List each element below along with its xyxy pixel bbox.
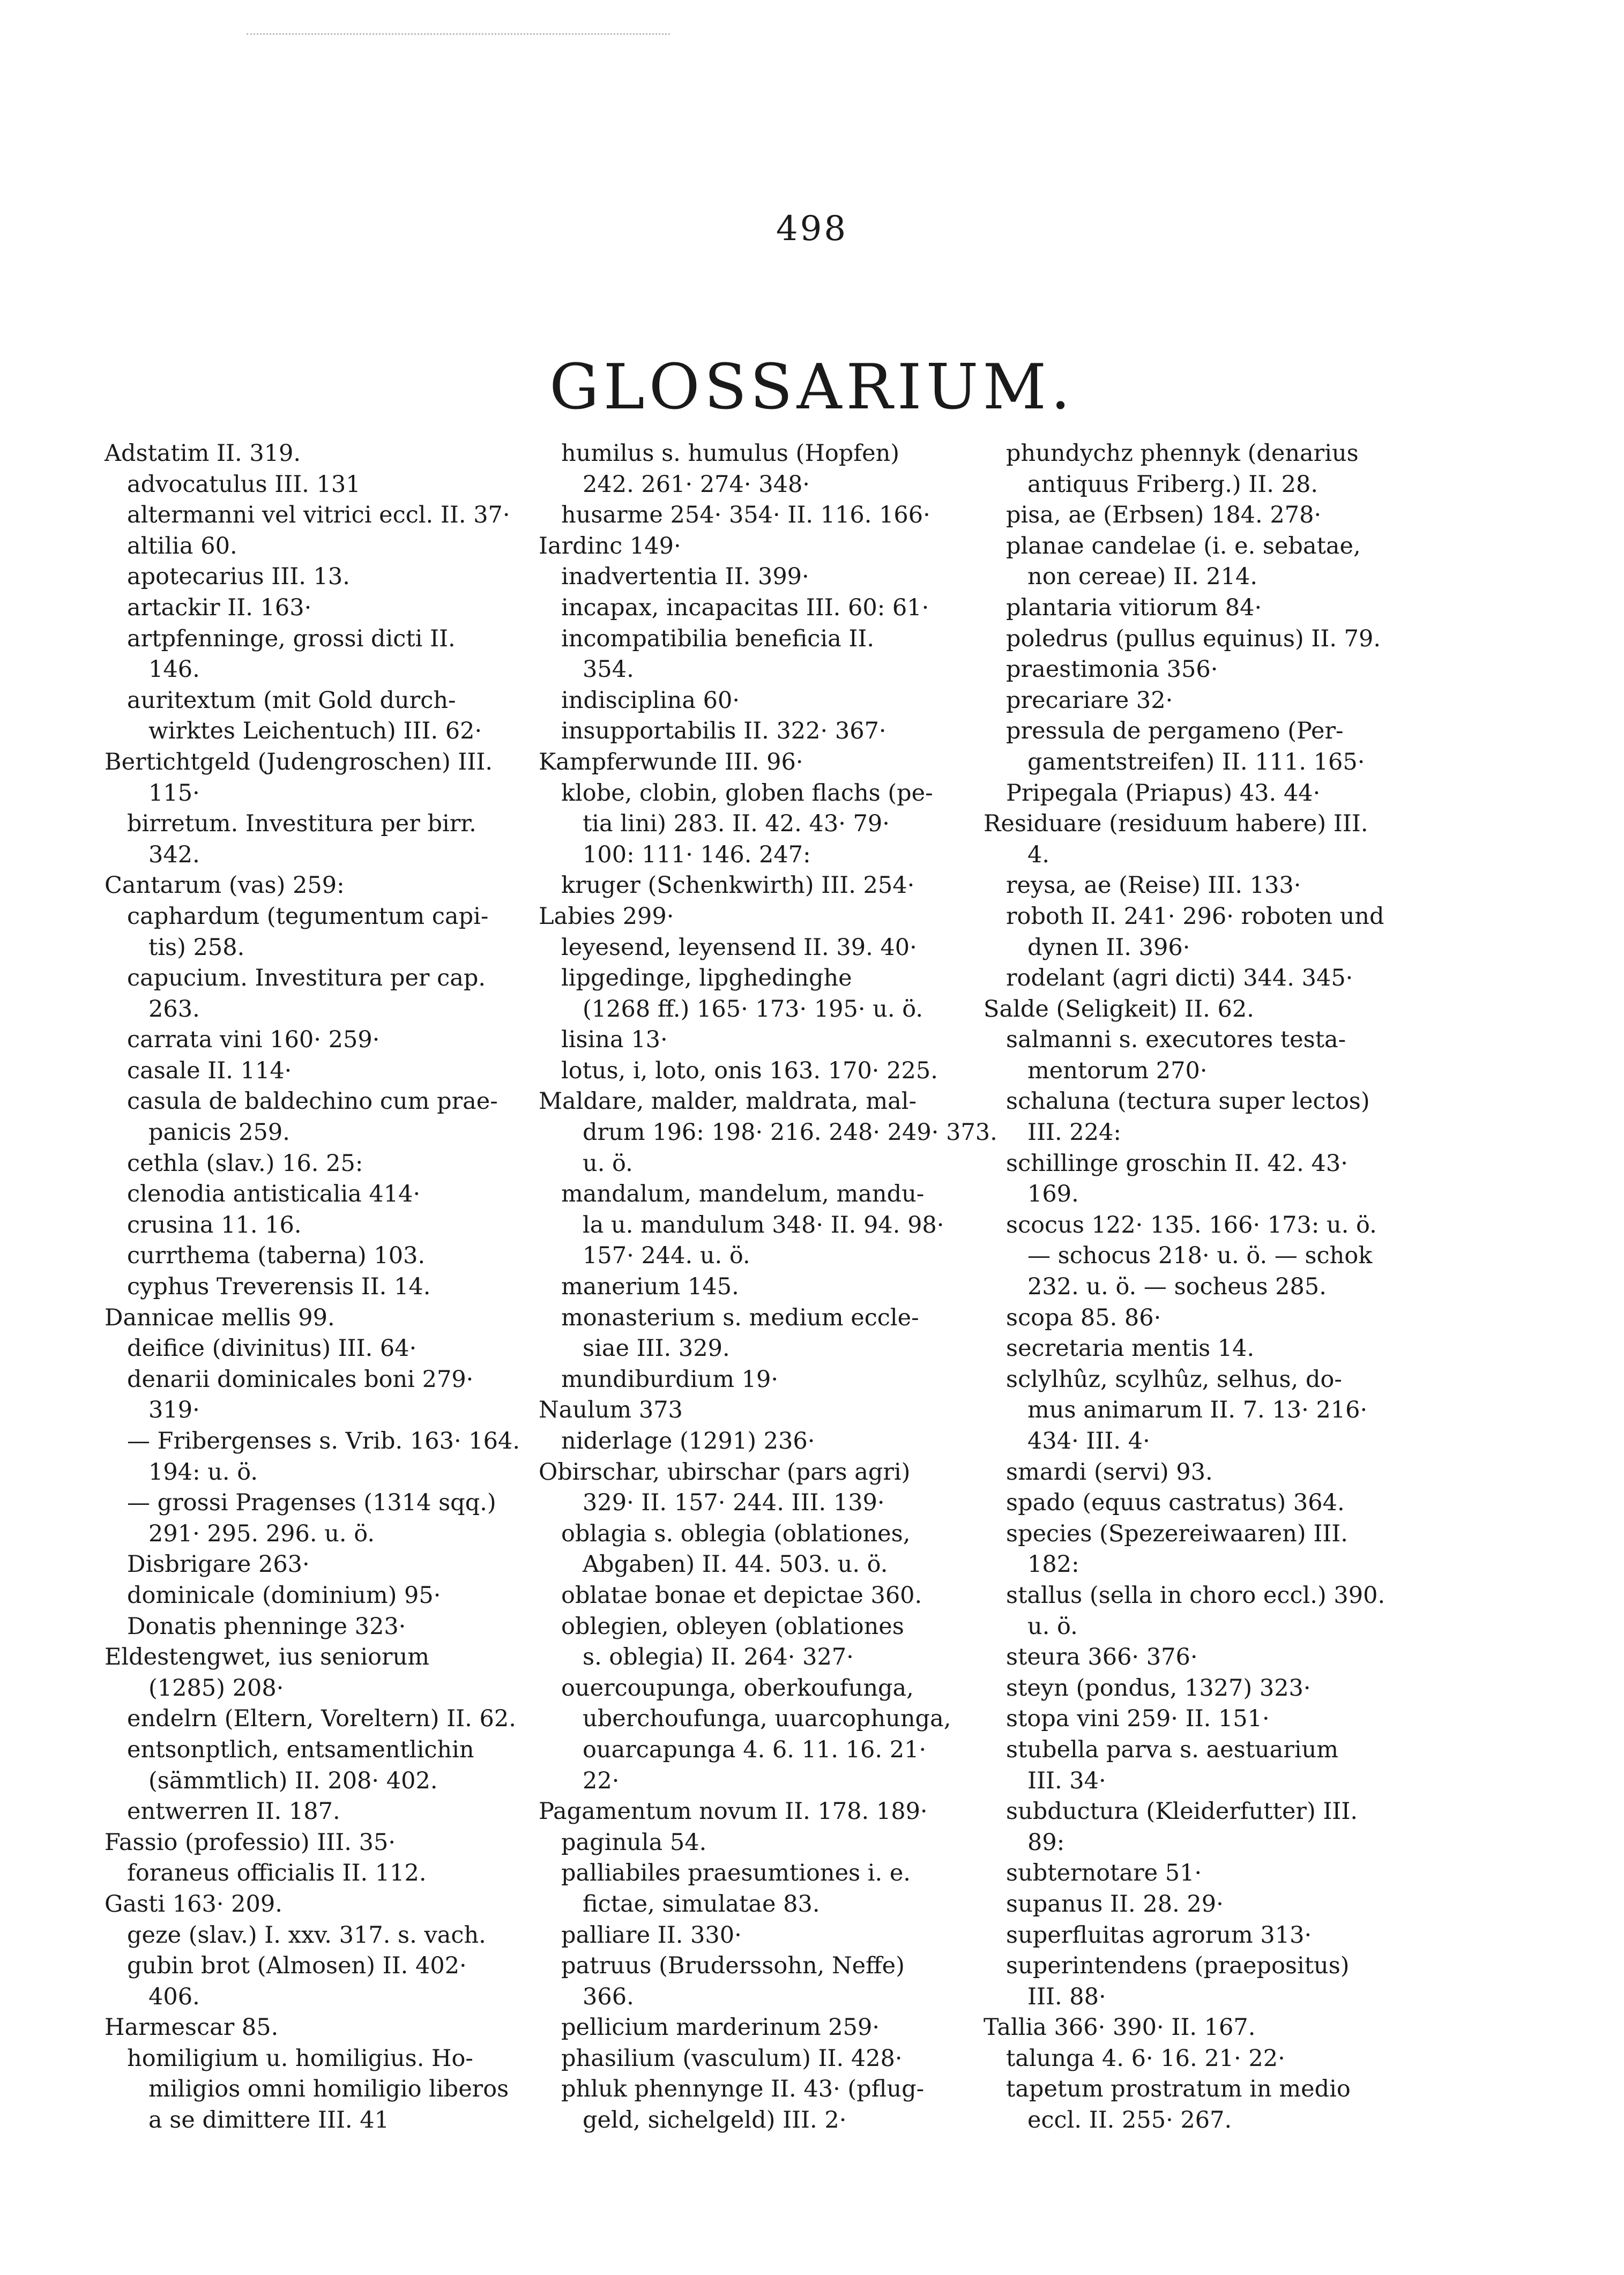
glossary-entry: roboth II. 241· 296· roboten und <box>1006 902 1384 930</box>
glossary-entry: praestimonia 356· <box>1006 656 1218 683</box>
glossary-entry: manerium 145. <box>561 1273 739 1301</box>
glossary-entry: endelrn (Eltern, Voreltern) II. 62. <box>127 1705 516 1733</box>
glossary-entry: smardi (servi) 93. <box>1006 1458 1213 1486</box>
glossary-entry: lipgedinge, lipghedinghe <box>561 965 852 992</box>
glossary-entry-continuation: tis) 258. <box>148 934 245 961</box>
glossary-entry: subternotare 51· <box>1006 1860 1202 1887</box>
glossary-entry-continuation: (sämmtlich) II. 208· 402. <box>148 1767 438 1794</box>
glossary-entry: entsonptlich, entsamentlichin <box>127 1736 474 1763</box>
glossary-entry: incapax, incapacitas III. 60: 61· <box>561 594 929 621</box>
glossary-entry-continuation: panicis 259. <box>148 1119 290 1146</box>
glossary-entry-continuation: 242. 261· 274· 348· <box>583 471 810 498</box>
glossary-entry-continuation: geld, sichelgeld) III. 2· <box>583 2107 847 2134</box>
glossary-entry: schaluna (tectura super lectos) <box>1006 1088 1370 1115</box>
glossary-entry: supanus II. 28. 29· <box>1006 1890 1224 1918</box>
glossary-entry: humilus s. humulus (Hopfen) <box>561 440 900 467</box>
glossary-entry: insupportabilis II. 322· 367· <box>561 718 887 745</box>
glossary-entry: deifice (divinitus) III. 64· <box>127 1335 417 1362</box>
glossary-entry: Pagamentum novum II. 178. 189· <box>539 1798 928 1825</box>
glossary-entry: indisciplina 60· <box>561 687 740 714</box>
glossary-entry-continuation: — schocus 218· u. ö. — schok <box>1027 1242 1373 1270</box>
glossary-entry: altilia 60. <box>127 532 237 560</box>
glossary-entry-continuation: 157· 244. u. ö. <box>583 1242 750 1270</box>
glossary-entry: altermanni vel vitrici eccl. II. 37· <box>127 502 510 529</box>
glossary-entry-continuation: 263. <box>148 995 200 1023</box>
glossary-entry: currthema (taberna) 103. <box>127 1242 426 1270</box>
glossary-entry: artpfenninge, grossi dicti II. <box>127 625 456 652</box>
glossary-entry-continuation: siae III. 329. <box>583 1335 730 1362</box>
glossary-entry-continuation: 182: <box>1027 1551 1079 1578</box>
glossary-entry-continuation: ouarcapunga 4. 6. 11. 16. 21· <box>583 1736 927 1763</box>
glossary-entry: monasterium s. medium eccle- <box>561 1304 919 1331</box>
glossary-entry-continuation: 366. <box>583 1983 634 2010</box>
glossary-entry: Harmescar 85. <box>105 2014 279 2041</box>
glossary-entry: palliabiles praesumtiones i. e. <box>561 1860 911 1887</box>
glossary-entry-continuation: III. 88· <box>1027 1983 1106 2010</box>
glossary-entry: oblagia s. oblegia (oblationes, <box>561 1520 911 1547</box>
glossary-entry-continuation: (1285) 208· <box>148 1674 284 1702</box>
glossary-entry: inadvertentia II. 399· <box>561 563 809 591</box>
glossary-entry-continuation: 354. <box>583 656 634 683</box>
glossary-entry-continuation: 291· 295. 296. u. ö. <box>148 1520 375 1547</box>
glossary-entry: tapetum prostratum in medio <box>1006 2076 1351 2103</box>
glossary-entry: reysa, ae (Reise) III. 133· <box>1006 872 1301 899</box>
glossary-entry-continuation: uberchoufunga, uuarcophunga, <box>583 1705 951 1733</box>
glossary-entry: Eldestengwet, ius seniorum <box>105 1644 430 1671</box>
glossary-entry: mandalum, mandelum, mandu- <box>561 1181 925 1208</box>
glossary-entry: niderlage (1291) 236· <box>561 1428 815 1454</box>
glossary-entry: Adstatim II. 319. <box>105 440 301 467</box>
glossary-column-2 <box>539 438 997 2136</box>
glossary-entry: scocus 122· 135. 166· 173: u. ö. <box>1006 1211 1377 1239</box>
glossary-entry-continuation: 169. <box>1027 1181 1079 1208</box>
glossary-entry: oblegien, obleyen (oblationes <box>561 1613 904 1640</box>
glossary-entry-continuation: miligios omni homiligio liberos <box>148 2076 509 2103</box>
glossary-entry: secretaria mentis 14. <box>1006 1335 1255 1362</box>
glossary-entry: Iardinc 149· <box>539 532 681 560</box>
glossary-entry-continuation: u. ö. <box>583 1150 633 1177</box>
glossary-entry: geze (slav.) I. xxv. 317. s. vach. <box>127 1921 486 1949</box>
glossary-entry-continuation: 89: <box>1027 1829 1065 1856</box>
glossary-entry-continuation: 100: 111· 146. 247: <box>583 841 811 868</box>
glossary-entry-continuation: dynen II. 396· <box>1027 934 1190 961</box>
glossary-entry: dominicale (dominium) 95· <box>127 1582 441 1609</box>
glossary-entry: phasilium (vasculum) II. 428· <box>561 2045 903 2072</box>
glossary-entry: scopa 85. 86· <box>1006 1304 1161 1331</box>
glossary-entry-continuation: 329· II. 157· 244. III. 139· <box>583 1489 885 1517</box>
glossary-entry: Dannicae mellis 99. <box>105 1304 335 1331</box>
glossary-entry: Obirschar, ubirschar (pars agri) <box>539 1458 911 1486</box>
glossary-entry: pressula de pergameno (Per- <box>1006 718 1344 745</box>
glossary-entry: stallus (sella in choro eccl.) 390. <box>1006 1582 1385 1609</box>
page-number: 498 <box>776 209 848 249</box>
glossary-entry: Labies 299· <box>539 902 674 930</box>
glossary-entry: Bertichtgeld (Judengroschen) III. <box>105 748 493 775</box>
glossary-entry-continuation: eccl. II. 255· 267. <box>1027 2107 1232 2134</box>
glossary-entry: oblatae bonae et depictae 360. <box>561 1582 922 1609</box>
glossary-entry: capucium. Investitura per cap. <box>127 965 486 992</box>
glossary-entry: Kampferwunde III. 96· <box>539 748 803 775</box>
glossary-entry: homiligium u. homiligius. Ho- <box>127 2045 473 2072</box>
glossary-entry-continuation: fictae, simulatae 83. <box>583 1890 820 1918</box>
glossary-entry: auritextum (mit Gold durch- <box>127 687 456 714</box>
glossary-entry: entwerren II. 187. <box>127 1798 340 1825</box>
glossary-entry: phundychz phennyk (denarius <box>1006 440 1359 467</box>
glossary-entry: klobe, clobin, globen flachs (pe- <box>561 779 933 807</box>
glossary-entry: gubin brot (Almosen) II. 402· <box>127 1952 467 1980</box>
glossary-entry-continuation: non cereae) II. 214. <box>1027 563 1258 591</box>
glossary-entry-continuation: 194: u. ö. <box>148 1458 258 1486</box>
glossary-entry: salmanni s. executores testa- <box>1006 1026 1346 1054</box>
glossary-entry: foraneus officialis II. 112. <box>127 1860 427 1887</box>
glossary-entry: steyn (pondus, 1327) 323· <box>1006 1674 1311 1702</box>
glossary-entry-continuation: 342. <box>148 841 200 868</box>
glossary-entry: advocatulus III. 131 <box>127 471 361 498</box>
glossary-entry-continuation: Abgaben) II. 44. 503. u. ö. <box>583 1551 888 1578</box>
glossary-entry-continuation: antiquus Friberg.) II. 28. <box>1027 471 1318 498</box>
glossary-entry: superintendens (praepositus) <box>1006 1952 1350 1980</box>
glossary-entry-continuation: 115· <box>148 779 200 807</box>
glossary-entry: apotecarius III. 13. <box>127 563 350 591</box>
glossary-entry-continuation: mentorum 270· <box>1027 1057 1208 1084</box>
glossary-entry: — Fribergenses s. Vrib. 163· 164. <box>127 1428 520 1454</box>
glossary-entry-continuation: s. oblegia) II. 264· 327· <box>583 1644 854 1671</box>
glossary-entry: mundiburdium 19· <box>561 1366 779 1393</box>
glossary-entry: Salde (Seligkeit) II. 62. <box>984 995 1254 1023</box>
glossary-entry-continuation: a se dimittere III. 41 <box>148 2107 389 2134</box>
glossary-entry: sclylhûz, scylhûz, selhus, do- <box>1006 1366 1342 1393</box>
glossary-entry: lotus, i, loto, onis 163. 170· 225. <box>561 1057 938 1084</box>
glossary-entry: lisina 13· <box>561 1026 668 1054</box>
glossary-entry: steura 366· 376· <box>1006 1644 1198 1671</box>
glossary-column-3 <box>984 438 1399 2136</box>
glossary-entry: superfluitas agrorum 313· <box>1006 1921 1312 1949</box>
glossary-entry: incompatibilia beneficia II. <box>561 625 875 652</box>
glossary-entry: palliare II. 330· <box>561 1921 742 1949</box>
glossary-entry: talunga 4. 6· 16. 21· 22· <box>1006 2045 1285 2072</box>
glossary-entry: planae candelae (i. e. sebatae, <box>1006 532 1361 560</box>
glossary-entry: birretum. Investitura per birr. <box>127 810 476 838</box>
glossary-entry: Cantarum (vas) 259: <box>105 872 345 899</box>
glossary-entry: subductura (Kleiderfutter) III. <box>1006 1798 1358 1825</box>
glossary-entry-continuation: 4. <box>1027 841 1050 868</box>
glossary-entry-continuation: 434· III. 4· <box>1027 1428 1150 1454</box>
glossary-entry: clenodia antisticalia 414· <box>127 1181 421 1208</box>
glossary-entry: stopa vini 259· II. 151· <box>1006 1705 1270 1733</box>
glossary-entry-continuation: III. 34· <box>1027 1767 1106 1794</box>
glossary-entry-continuation: mus animarum II. 7. 13· 216· <box>1027 1397 1368 1424</box>
glossary-entry: leyesend, leyensend II. 39. 40· <box>561 934 917 961</box>
glossary-column-1 <box>105 438 520 2136</box>
glossary-entry: Gasti 163· 209. <box>105 1890 282 1918</box>
glossary-entry: patruus (Bruderssohn, Neffe) <box>561 1952 905 1980</box>
glossary-entry: Residuare (residuum habere) III. <box>984 810 1368 838</box>
glossary-entry-continuation: la u. mandulum 348· II. 94. 98· <box>583 1211 944 1239</box>
glossary-entry: precariare 32· <box>1006 687 1173 714</box>
glossary-entry: kruger (Schenkwirth) III. 254· <box>561 872 915 899</box>
glossary-entry: artackir II. 163· <box>127 594 312 621</box>
glossary-entry: Donatis phenninge 323· <box>127 1613 406 1640</box>
glossary-entry-continuation: drum 196: 198· 216. 248· 249· 373. <box>583 1119 997 1146</box>
glossary-entry: ouercoupunga, oberkoufunga, <box>561 1674 914 1702</box>
glossary-entry: stubella parva s. aestuarium <box>1006 1736 1339 1763</box>
glossary-entry: casale II. 114· <box>127 1057 292 1084</box>
glossary-entry-continuation: gamentstreifen) II. 111. 165· <box>1027 748 1365 775</box>
glossary-entry: husarme 254· 354· II. 116. 166· <box>561 502 930 529</box>
glossary-entry: Maldare, malder, maldrata, mal- <box>539 1088 917 1115</box>
glossary-entry: plantaria vitiorum 84· <box>1006 594 1262 621</box>
glossary-entry: Fassio (professio) III. 35· <box>105 1829 396 1856</box>
top-dotted-rule <box>247 33 670 35</box>
glossary-entry-continuation: 319· <box>148 1397 200 1424</box>
glossary-entry-continuation: 22· <box>583 1767 620 1794</box>
glossary-entry-continuation: III. 224: <box>1027 1119 1121 1146</box>
page-title: GLOSSARIUM. <box>549 351 1075 423</box>
glossary-entry: cyphus Treverensis II. 14. <box>127 1273 431 1301</box>
glossary-entry-continuation: 146. <box>148 656 200 683</box>
glossary-entry: Pripegala (Priapus) 43. 44· <box>1006 779 1321 807</box>
glossary-entry: paginula 54. <box>561 1829 707 1856</box>
glossary-entry: spado (equus castratus) 364. <box>1006 1489 1345 1517</box>
glossary-entry: crusina 11. 16. <box>127 1211 302 1239</box>
glossary-entry-continuation: 406. <box>148 1983 200 2010</box>
glossary-entry-continuation: (1268 ff.) 165· 173· 195· u. ö. <box>583 995 923 1023</box>
glossary-entry-continuation: u. ö. <box>1027 1613 1078 1640</box>
glossary-entry: carrata vini 160· 259· <box>127 1026 380 1054</box>
glossary-entry: phluk phennynge II. 43· (pflug- <box>561 2076 925 2103</box>
glossary-entry-continuation: tia lini) 283. II. 42. 43· 79· <box>583 810 890 838</box>
glossary-entry: Tallia 366· 390· II. 167. <box>984 2014 1256 2041</box>
glossary-entry: pisa, ae (Erbsen) 184. 278· <box>1006 502 1322 529</box>
glossary-entry: cethla (slav.) 16. 25: <box>127 1150 363 1177</box>
glossary-entry: casula de baldechino cum prae- <box>127 1088 498 1115</box>
glossary-entry: — grossi Pragenses (1314 sqq.) <box>127 1489 496 1517</box>
glossary-entry-continuation: wirktes Leichentuch) III. 62· <box>148 718 482 745</box>
glossary-entry: pellicium marderinum 259· <box>561 2014 880 2041</box>
glossary-entry: Naulum 373 <box>539 1397 683 1424</box>
glossary-entry: rodelant (agri dicti) 344. 345· <box>1006 965 1353 992</box>
glossary-entry-continuation: 232. u. ö. — socheus 285. <box>1027 1273 1327 1301</box>
glossary-entry: caphardum (tegumentum capi- <box>127 902 489 930</box>
glossary-entry: schillinge groschin II. 42. 43· <box>1006 1150 1348 1177</box>
glossary-entry: denarii dominicales boni 279· <box>127 1366 474 1393</box>
glossary-entry: poledrus (pullus equinus) II. 79. <box>1006 625 1381 652</box>
glossary-entry: Disbrigare 263· <box>127 1551 310 1578</box>
glossary-entry: species (Spezereiwaaren) III. <box>1006 1520 1348 1547</box>
